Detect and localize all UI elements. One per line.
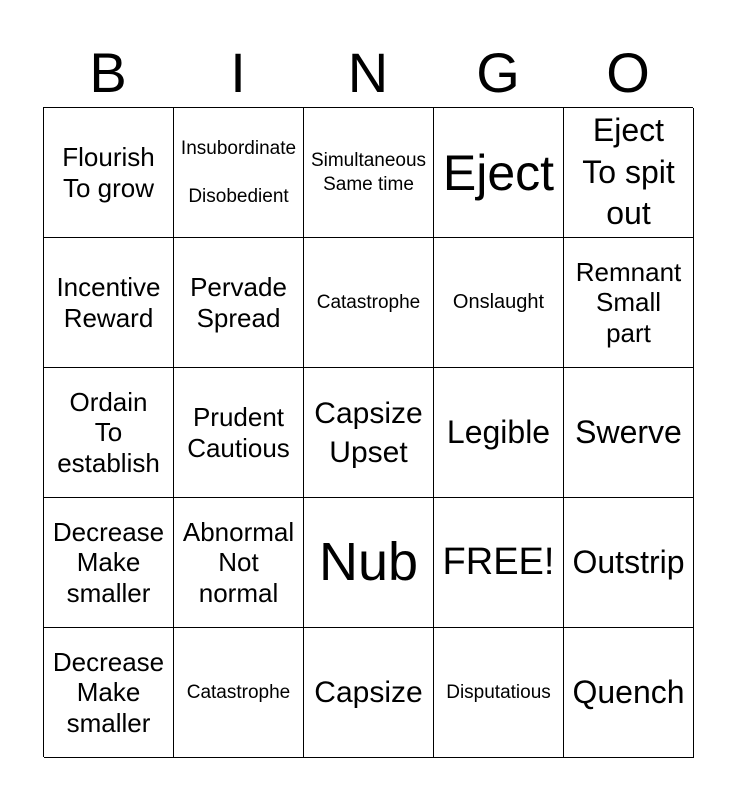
bingo-cell-r3-c2[interactable] — [174, 368, 304, 498]
bingo-cell-r5-c2[interactable] — [174, 628, 304, 758]
cell-text: Quench — [572, 673, 685, 710]
bingo-board — [43, 107, 693, 757]
bingo-cell-r2-c3[interactable] — [304, 238, 434, 368]
cell-text: Legible — [446, 413, 551, 450]
bingo-cell-r1-c1[interactable] — [44, 108, 174, 238]
bingo-cell-r2-c5[interactable] — [564, 238, 694, 368]
cell-text: Flourish To grow — [62, 142, 155, 203]
bingo-cell-r5-c3[interactable] — [304, 628, 434, 758]
cell-text: Remnant Small part — [575, 257, 682, 348]
cell-text: Simultaneous Same time — [310, 149, 427, 195]
cell-text: Catastrophe — [316, 291, 421, 313]
bingo-cell-r4-c1[interactable] — [44, 498, 174, 628]
bingo-cell-r5-c5[interactable] — [564, 628, 694, 758]
bingo-header — [43, 40, 693, 106]
cell-text: Capsize Upset — [314, 396, 423, 469]
header-letter-n: N — [347, 41, 389, 104]
bingo-cell-r4-c5[interactable] — [564, 498, 694, 628]
cell-text: Ordain To establish — [57, 387, 160, 478]
cell-text: Eject — [442, 144, 555, 201]
header-letter-o: O — [606, 41, 650, 104]
bingo-cell-r4-c2[interactable] — [174, 498, 304, 628]
bingo-cell-free[interactable] — [434, 498, 564, 628]
cell-text: Capsize — [314, 676, 423, 709]
bingo-cell-r3-c1[interactable] — [44, 368, 174, 498]
cell-text: Eject To spit out — [582, 112, 675, 232]
bingo-cell-r5-c4[interactable] — [434, 628, 564, 758]
bingo-cell-r2-c4[interactable] — [434, 238, 564, 368]
cell-text: Prudent Cautious — [187, 402, 290, 463]
cell-text: Outstrip — [572, 543, 685, 580]
cell-text: Disputatious — [446, 681, 551, 703]
free-space-label: FREE! — [442, 541, 555, 584]
cell-text: Insubordinate Disobedient — [180, 138, 297, 207]
bingo-cell-r2-c2[interactable] — [174, 238, 304, 368]
cell-text: Pervade Spread — [190, 272, 287, 333]
header-letter-b: B — [89, 41, 127, 104]
cell-text: Decrease Make smaller — [52, 647, 165, 738]
cell-text: Nub — [318, 532, 419, 593]
bingo-cell-r5-c1[interactable] — [44, 628, 174, 758]
bingo-cell-r2-c1[interactable] — [44, 238, 174, 368]
header-letter-g: G — [476, 41, 520, 104]
bingo-cell-r1-c5[interactable] — [564, 108, 694, 238]
bingo-cell-r1-c3[interactable] — [304, 108, 434, 238]
header-letter-i: I — [230, 41, 246, 104]
cell-text: Swerve — [575, 413, 682, 450]
bingo-cell-r3-c4[interactable] — [434, 368, 564, 498]
bingo-cell-r3-c3[interactable] — [304, 368, 434, 498]
cell-text: Abnormal Not normal — [182, 517, 295, 608]
cell-text: Catastrophe — [186, 681, 291, 703]
cell-text: Incentive Reward — [56, 272, 161, 333]
cell-text: Decrease Make smaller — [52, 517, 165, 608]
bingo-cell-r4-c3[interactable] — [304, 498, 434, 628]
bingo-cell-r3-c5[interactable] — [564, 368, 694, 498]
bingo-cell-r1-c4[interactable] — [434, 108, 564, 238]
bingo-cell-r1-c2[interactable] — [174, 108, 304, 238]
cell-text: Onslaught — [452, 290, 545, 313]
